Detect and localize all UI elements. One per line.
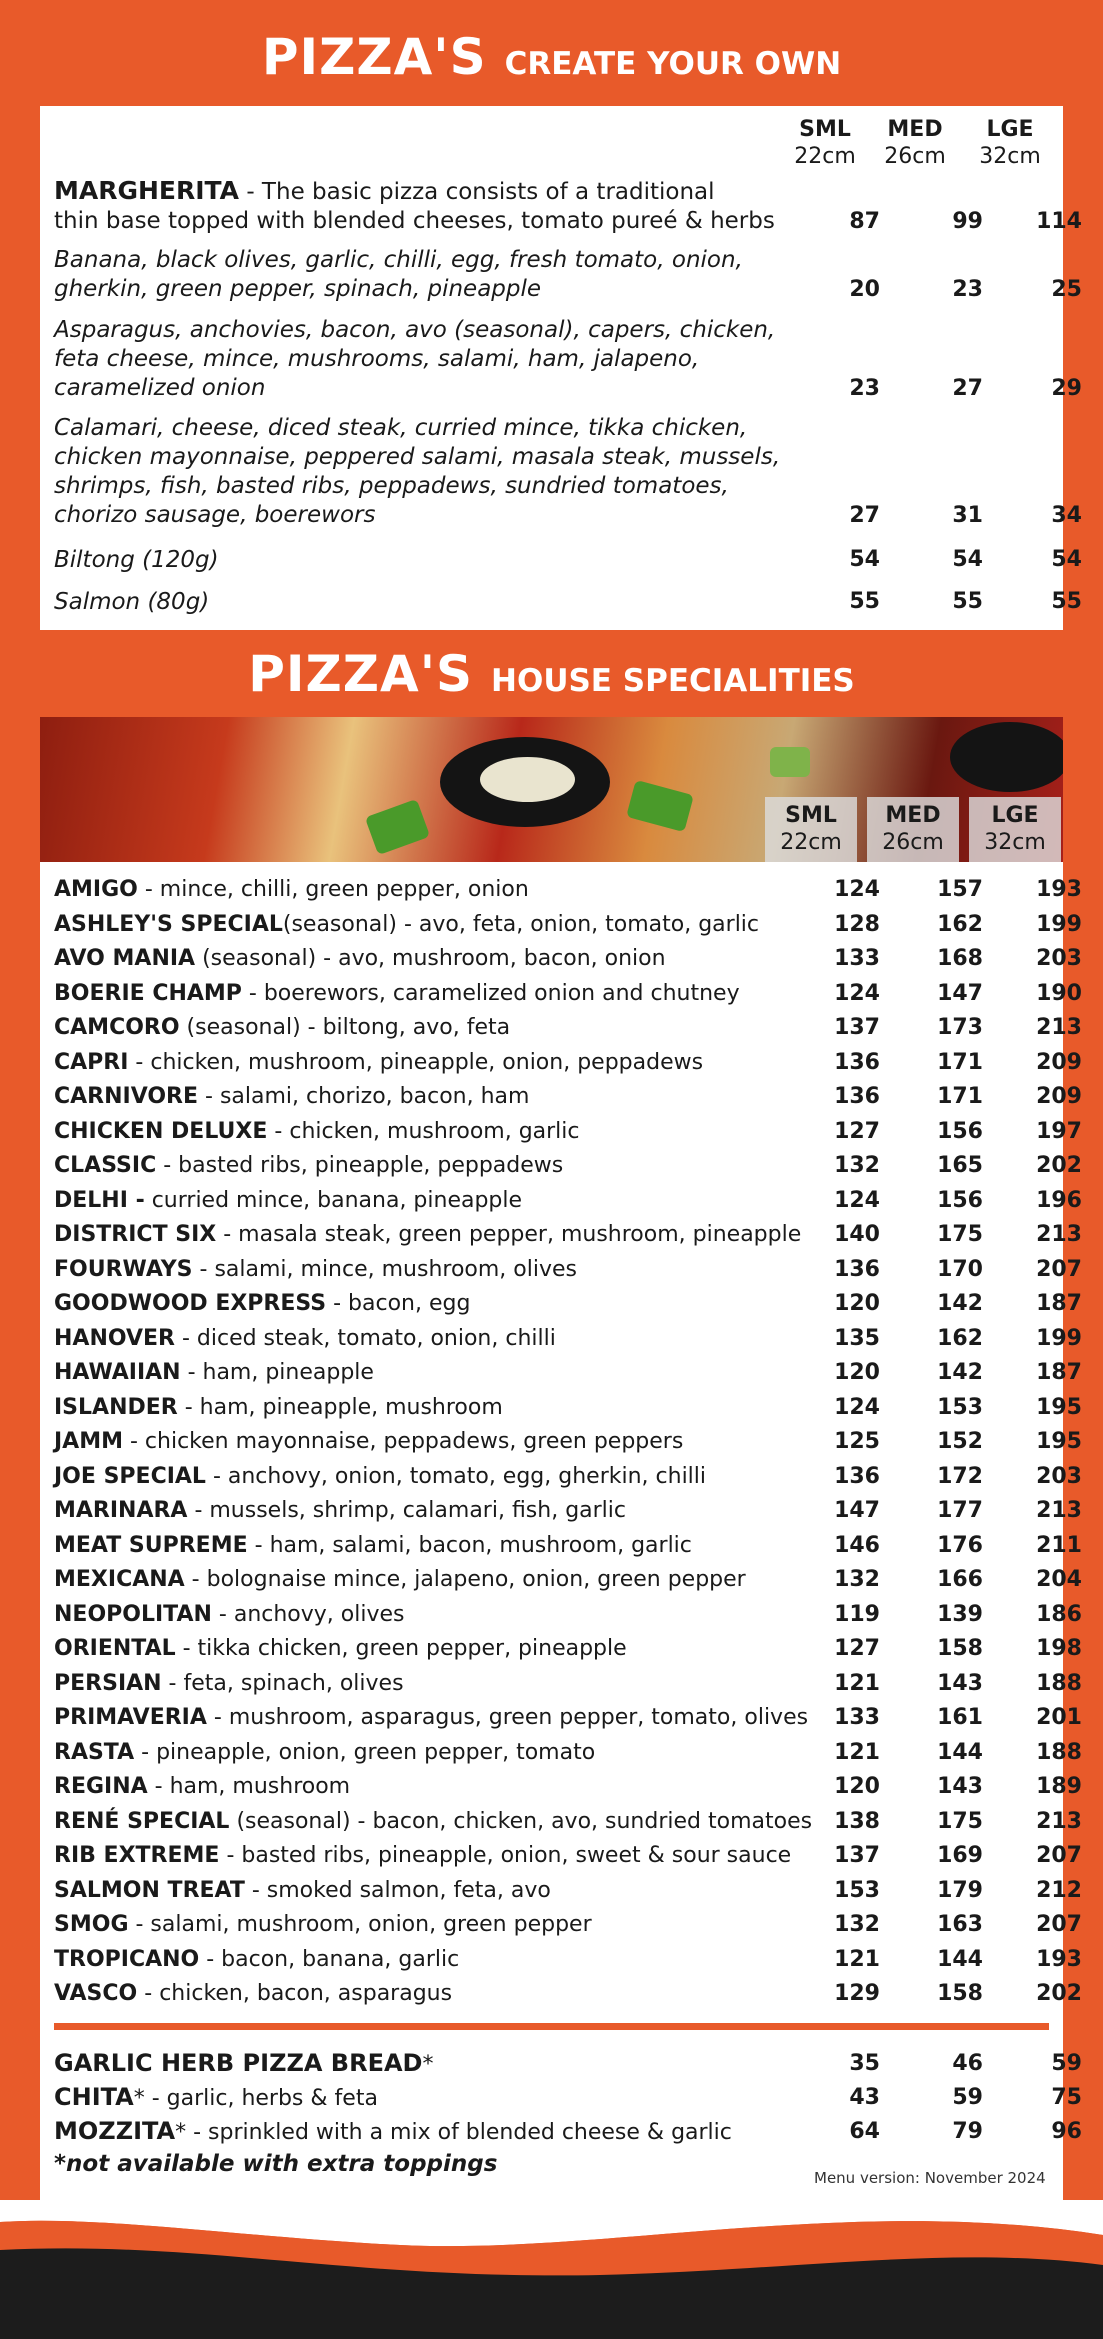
speciality-row [54,1050,703,1075]
topping-group-3: Calamari, cheese, diced steak, curried mince, tikka chicken, chicken mayonnaise, peppered salami, masala steak, mussels, shrimps, fish, basted ribs, peppadews, sundried tomatoes, chorizo sausage, boerewors [54,415,781,528]
pizza-name: CARNIVORE [54,1084,199,1109]
price-lge: 96 [1051,2119,1082,2144]
speciality-row [54,1326,556,1351]
pizza-desc: - smoked salmon, feta, avo [244,1877,551,1903]
speciality-row [54,1291,470,1316]
pizza-name: REGINA [54,1774,148,1799]
speciality-row [54,1947,459,1972]
price-sml: 120 [834,1360,880,1385]
pizza-name: PRIMAVERIA [54,1705,207,1730]
heading-subtitle: CREATE YOUR OWN [504,46,842,82]
pizza-desc: - mussels, shrimp, calamari, fish, garlic [187,1498,627,1523]
bread-desc: * - garlic, herbs & feta [133,2086,378,2111]
price-lge: 212 [1036,1877,1082,1903]
pizza-name: SALMON TREAT [54,1877,245,1903]
pizza-desc: - ham, pineapple, mushroom [177,1394,503,1420]
pizza-name: JAMM [54,1429,123,1454]
speciality-row [54,1843,791,1868]
pizza-name: PERSIAN [54,1670,162,1696]
col-sml: SML 22cm [794,117,856,169]
pizza-name: ORIENTAL [54,1636,176,1661]
price-sml: 146 [834,1532,880,1558]
speciality-row [54,1533,692,1558]
speciality-row [54,946,666,971]
speciality-row [54,877,529,902]
price-lge: 75 [1051,2085,1082,2110]
pizza-name: DISTRICT SIX [54,1222,217,1247]
price-lge: 34 [1051,503,1082,528]
price-sml: 138 [834,1808,880,1834]
house-specialities-heading [0,645,1103,703]
pizza-desc: (seasonal) - biltong, avo, feta [179,1015,511,1040]
pizza-name: RASTA [54,1739,135,1765]
speciality-row [54,1222,801,1247]
price-lge: 209 [1036,1049,1082,1075]
price-med: 142 [937,1291,983,1316]
price-lge: 114 [1036,209,1082,234]
price-sml: 23 [849,376,880,401]
price-sml: 129 [834,1981,880,2006]
price-med: 177 [937,1498,983,1523]
speciality-row [54,1740,595,1765]
price-lge: 25 [1051,277,1082,302]
price-sml: 136 [834,1084,880,1109]
price-lge: 55 [1051,589,1082,614]
speciality-row [54,1395,503,1420]
price-med: 169 [937,1843,983,1868]
price-lge: 207 [1036,1256,1082,1282]
pizza-desc: - diced steak, tomato, onion, chilli [174,1325,556,1351]
speciality-row [54,1119,580,1144]
speciality-row [54,1429,683,1454]
price-sml: 121 [834,1946,880,1972]
section-divider [54,2023,1049,2030]
pizza-photo [40,717,1063,862]
pizza-name: SMOG [54,1912,129,1937]
price-lge: 213 [1036,1808,1082,1834]
pizza-desc: - salami, mince, mushroom, olives [192,1256,577,1282]
price-sml: 132 [834,1912,880,1937]
item-margherita: MARGHERITA - The basic pizza consists of a traditional thin base topped with blended cheeses, tomato pureé & herbs [54,176,775,234]
price-med: 165 [937,1153,983,1178]
price-med: 27 [952,376,983,401]
pizza-name: CHICKEN DELUXE [54,1118,268,1144]
pizza-desc: - ham, pineapple [180,1360,374,1385]
price-med: 173 [937,1015,983,1040]
pizza-name: CAPRI [54,1049,129,1075]
pepper-shape [770,747,810,777]
price-lge: 209 [1036,1084,1082,1109]
price-sml: 136 [834,1049,880,1075]
pizza-desc: - mushroom, asparagus, green pepper, tomato, olives [206,1705,809,1730]
price-lge: 187 [1036,1360,1082,1385]
price-sml: 137 [834,1015,880,1040]
price-med: 59 [952,2085,983,2110]
price-lge: 199 [1036,911,1082,937]
price-sml: 87 [849,209,880,234]
speciality-row [54,912,759,937]
price-med: 144 [937,1946,983,1972]
price-med: 158 [937,1981,983,2006]
price-lge: 54 [1051,547,1082,572]
price-med: 46 [952,2051,983,2076]
speciality-row [54,1774,350,1799]
pizza-desc: - chicken, mushroom, garlic [267,1118,580,1144]
price-sml: 43 [849,2085,880,2110]
price-lge: 201 [1036,1705,1082,1730]
price-med: 54 [952,547,983,572]
speciality-row [54,1602,405,1627]
speciality-row [54,1153,563,1178]
price-sml: 64 [849,2119,880,2144]
price-med: 179 [937,1877,983,1903]
pizza-desc: - mince, chilli, green pepper, onion [137,877,529,902]
pizza-desc: - chicken, bacon, asparagus [137,1981,453,2006]
price-lge: 204 [1036,1567,1082,1592]
speciality-row [54,1015,510,1040]
price-sml: 121 [834,1670,880,1696]
price-sml: 54 [849,547,880,572]
speciality-row [54,1257,577,1282]
speciality-row [54,1360,374,1385]
price-med: 143 [937,1670,983,1696]
speciality-row [54,981,740,1006]
price-lge: 211 [1036,1532,1082,1558]
price-lge: 213 [1036,1222,1082,1247]
bread-name: GARLIC HERB PIZZA BREAD [54,2049,423,2077]
pizza-desc: - bolognaise mince, jalapeno, onion, green pepper [184,1567,746,1592]
pizza-name: TROPICANO [54,1946,200,1972]
pizza-desc: - salami, chorizo, bacon, ham [198,1084,530,1109]
pizza-desc: (seasonal) - bacon, chicken, avo, sundried tomatoes [229,1808,813,1834]
heading-subtitle: HOUSE SPECIALITIES [491,663,855,699]
col-med: MED 26cm [884,117,946,169]
pizza-name: ISLANDER [54,1394,178,1420]
price-sml: 127 [834,1636,880,1661]
footnote: *not available with extra toppings [54,2151,498,2177]
col-med: MED 26cm [867,797,959,862]
pizza-name: GOODWOOD EXPRESS [54,1291,327,1316]
price-med: 171 [937,1049,983,1075]
price-sml: 132 [834,1567,880,1592]
speciality-row [54,1464,706,1489]
price-lge: 213 [1036,1498,1082,1523]
pizza-desc: - masala steak, green pepper, mushroom, pineapple [216,1222,802,1247]
pizza-desc: - chicken, mushroom, pineapple, onion, peppadews [128,1049,704,1075]
price-med: 170 [937,1256,983,1282]
pizza-name: NEOPOLITAN [54,1601,212,1627]
price-lge: 188 [1036,1670,1082,1696]
price-sml: 120 [834,1291,880,1316]
price-sml: 133 [834,946,880,971]
bottom-wave [0,2200,1103,2339]
bread-row [54,2117,732,2145]
price-med: 31 [952,503,983,528]
pizza-name: MEAT SUPREME [54,1532,248,1558]
pizza-name: RIB EXTREME [54,1843,220,1868]
col-lge: LGE 32cm [979,117,1041,169]
speciality-row [54,1084,529,1109]
price-med: 162 [937,911,983,937]
price-sml: 140 [834,1222,880,1247]
speciality-row [54,1498,626,1523]
price-sml: 55 [849,589,880,614]
pizza-desc: - ham, salami, bacon, mushroom, garlic [247,1532,692,1558]
price-med: 176 [937,1532,983,1558]
topping-group-2: Asparagus, anchovies, bacon, avo (seasonal), capers, chicken, feta cheese, mince, mushrooms, salami, ham, jalapeno, caramelized onion [54,317,776,401]
pizza-name: HANOVER [54,1325,175,1351]
pizza-desc: - bacon, egg [326,1291,471,1316]
price-med: 142 [937,1360,983,1385]
olive-shape [950,722,1063,792]
price-med: 171 [937,1084,983,1109]
pizza-name: MARINARA [54,1498,188,1523]
pizza-desc: (seasonal) - avo, mushroom, bacon, onion [195,946,666,971]
price-lge: 202 [1036,1981,1082,2006]
pizza-desc: - salami, mushroom, onion, green pepper [128,1912,592,1937]
price-med: 161 [937,1705,983,1730]
pepper-shape [365,799,430,855]
price-lge: 197 [1036,1118,1082,1144]
speciality-row [54,1567,746,1592]
pizza-desc: - pineapple, onion, green pepper, tomato [134,1739,596,1765]
pizza-desc: - anchovy, onion, tomato, egg, gherkin, chilli [205,1463,707,1489]
pizza-desc: - boerewors, caramelized onion and chutney [241,980,740,1006]
price-med: 163 [937,1912,983,1937]
price-sml: 136 [834,1256,880,1282]
pizza-name: AMIGO [54,877,138,902]
price-sml: 35 [849,2051,880,2076]
topping-group-1: Banana, black olives, garlic, chilli, egg, fresh tomato, onion, gherkin, green pepper, spinach, pineapple [54,247,743,302]
speciality-row [54,1636,627,1661]
topping-salmon: Salmon (80g) [54,589,210,615]
price-lge: 193 [1036,1946,1082,1972]
price-med: 79 [952,2119,983,2144]
pizza-desc: - basted ribs, pineapple, onion, sweet & sour sauce [219,1843,792,1868]
topping-biltong: Biltong (120g) [54,547,219,573]
price-med: 156 [937,1118,983,1144]
pepper-shape [626,780,694,832]
speciality-row [54,1705,808,1730]
price-med: 162 [937,1325,983,1351]
house-specialities-panel [40,717,1082,2200]
col-sml: SML 22cm [765,797,857,862]
pizza-name: AVO MANIA [54,946,196,971]
pizza-name: MEXICANA [54,1567,185,1592]
price-med: 139 [937,1601,983,1627]
pizza-name: BOERIE CHAMP [54,980,242,1006]
price-sml: 20 [849,277,880,302]
pizza-name: RENÉ SPECIAL [54,1808,230,1834]
price-med: 153 [937,1394,983,1420]
speciality-row [54,1981,452,2006]
heading-pizzas: PIZZA'S [261,28,487,86]
price-lge: 203 [1036,946,1082,971]
pizza-desc: (seasonal) - avo, feta, onion, tomato, garlic [282,911,760,937]
price-med: 55 [952,589,983,614]
speciality-row [54,1912,592,1937]
price-lge: 207 [1036,1843,1082,1868]
price-lge: 59 [1051,2051,1082,2076]
price-sml: 127 [834,1118,880,1144]
price-lge: 195 [1036,1394,1082,1420]
bread-desc: * - sprinkled with a mix of blended cheese & garlic [175,2120,732,2145]
price-lge: 203 [1036,1463,1082,1489]
price-sml: 133 [834,1705,880,1730]
price-med: 152 [937,1429,983,1454]
price-sml: 153 [834,1877,880,1903]
pizza-desc: - tikka chicken, green pepper, pineapple [175,1636,627,1661]
bread-row [54,2049,433,2077]
price-sml: 124 [834,1187,880,1213]
price-med: 157 [937,877,983,902]
pizza-name: VASCO [54,1981,138,2006]
price-lge: 187 [1036,1291,1082,1316]
pizza-desc: curried mince, banana, pineapple [144,1187,523,1213]
pizza-name: CLASSIC [54,1153,157,1178]
price-sml: 124 [834,1394,880,1420]
price-med: 147 [937,980,983,1006]
pizza-name: FOURWAYS [54,1256,193,1282]
price-med: 166 [937,1567,983,1592]
price-lge: 207 [1036,1912,1082,1937]
price-med: 144 [937,1739,983,1765]
price-sml: 137 [834,1843,880,1868]
create-your-own-heading [0,28,1103,86]
create-your-own-panel [40,106,1082,630]
price-lge: 188 [1036,1739,1082,1765]
col-lge: LGE 32cm [969,797,1061,862]
pizza-name: JOE SPECIAL [54,1463,206,1489]
speciality-row [54,1878,551,1903]
price-lge: 186 [1036,1601,1082,1627]
price-med: 175 [937,1808,983,1834]
pizza-desc: - ham, mushroom [147,1774,351,1799]
price-lge: 199 [1036,1325,1082,1351]
pizza-name: DELHI - [54,1187,145,1213]
price-med: 172 [937,1463,983,1489]
price-sml: 135 [834,1325,880,1351]
menu-version: Menu version: November 2024 [814,2169,1046,2187]
price-sml: 132 [834,1153,880,1178]
bread-name: CHITA [54,2083,134,2111]
price-med: 99 [952,209,983,234]
heading-pizzas: PIZZA'S [248,645,474,703]
price-lge: 198 [1036,1636,1082,1661]
price-sml: 128 [834,911,880,937]
speciality-row [54,1188,522,1213]
pizza-desc: - chicken mayonnaise, peppadews, green peppers [123,1429,684,1454]
price-sml: 124 [834,877,880,902]
price-med: 156 [937,1187,983,1213]
pizza-name: HAWAIIAN [54,1360,181,1385]
price-med: 143 [937,1774,983,1799]
price-lge: 195 [1036,1429,1082,1454]
pizza-desc: - basted ribs, pineapple, peppadews [156,1153,564,1178]
bread-row [54,2083,378,2111]
price-lge: 193 [1036,877,1082,902]
bread-name: MOZZITA [54,2117,176,2145]
pizza-desc: - feta, spinach, olives [161,1670,404,1696]
olive-center [480,757,575,802]
pizza-name: ASHLEY'S SPECIAL [54,911,283,937]
price-sml: 124 [834,980,880,1006]
price-med: 23 [952,277,983,302]
price-med: 168 [937,946,983,971]
price-sml: 125 [834,1429,880,1454]
price-sml: 27 [849,503,880,528]
price-lge: 196 [1036,1187,1082,1213]
pizza-name: CAMCORO [54,1015,180,1040]
price-lge: 29 [1051,376,1082,401]
price-sml: 119 [834,1601,880,1627]
price-lge: 190 [1036,980,1082,1006]
item-name: MARGHERITA [54,176,240,205]
pizza-desc: - bacon, banana, garlic [199,1946,460,1972]
price-med: 158 [937,1636,983,1661]
pizza-desc: - anchovy, olives [211,1601,405,1627]
price-sml: 136 [834,1463,880,1489]
bread-desc: * [422,2052,434,2077]
price-sml: 121 [834,1739,880,1765]
price-sml: 120 [834,1774,880,1799]
price-lge: 202 [1036,1153,1082,1178]
price-sml: 147 [834,1498,880,1523]
price-med: 175 [937,1222,983,1247]
price-lge: 213 [1036,1015,1082,1040]
speciality-row [54,1809,812,1834]
price-lge: 189 [1036,1774,1082,1799]
speciality-row [54,1671,404,1696]
